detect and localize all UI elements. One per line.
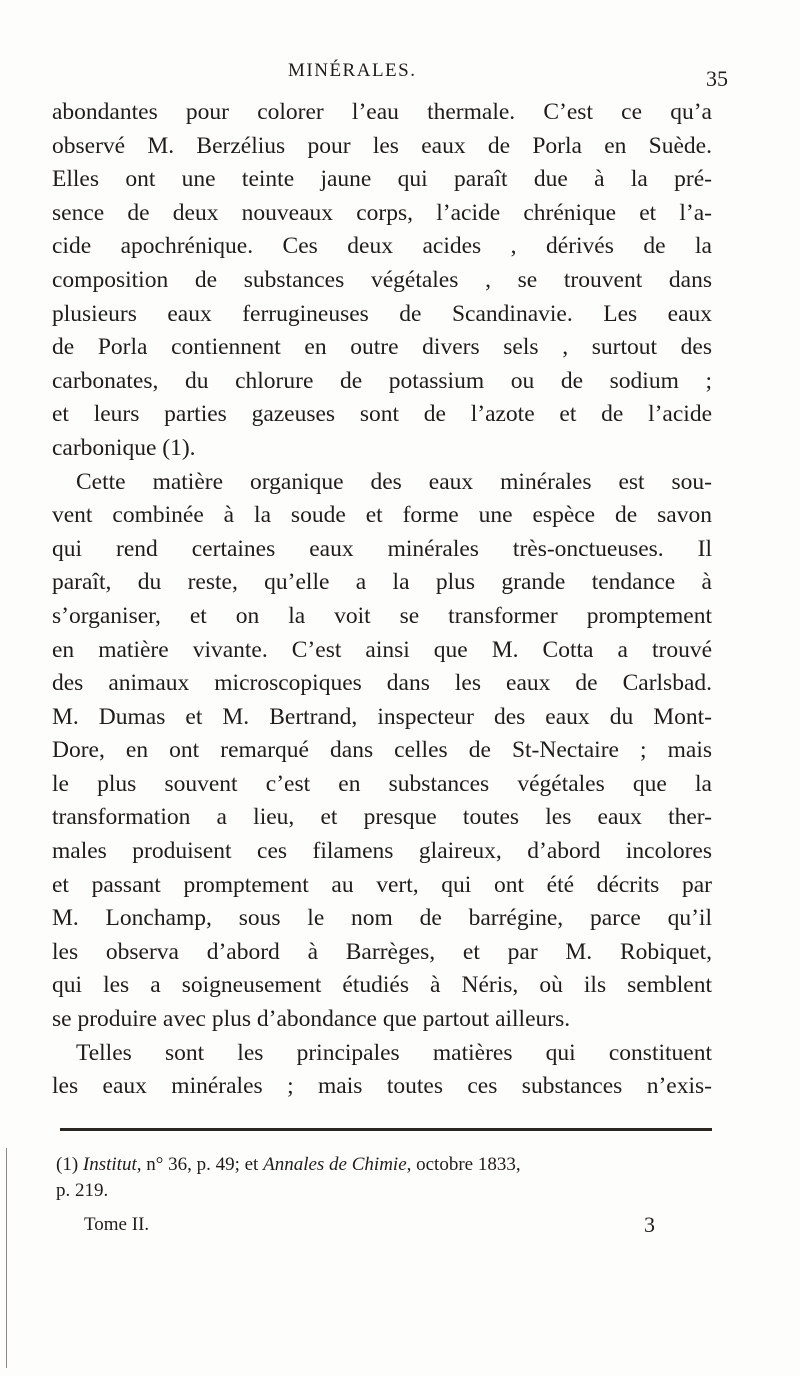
text-line: M. Dumas et M. Bertrand, inspecteur des eaux du Mont- [52, 703, 712, 730]
footnote [56, 1152, 714, 1204]
text-line: M. Lonchamp, sous le nom de barrégine, parce qu’il [52, 905, 712, 932]
text-line: les eaux minérales ; mais toutes ces substances n’exis- [52, 1073, 712, 1100]
body-text [52, 96, 712, 1104]
text-line: de Porla contiennent en outre divers sels , surtout des [52, 334, 712, 361]
text-line: qui les a soigneusement étudiés à Néris, où ils semblent [52, 972, 712, 999]
text-line: carbonique (1). [52, 434, 196, 461]
text-line: plusieurs eaux ferrugineuses de Scandinavie. Les eaux [52, 300, 712, 327]
footnote-source: Annales de Chimie [263, 1154, 407, 1175]
text-line: carbonates, du chlorure de potassium ou de sodium ; [52, 367, 712, 394]
text-line: des animaux microscopiques dans les eaux de Carlsbad. [52, 670, 712, 697]
signature-line [84, 1214, 714, 1244]
footnote-divider [60, 1128, 712, 1131]
text-line: s’organiser, et on la voit se transformer promptement [52, 602, 712, 629]
text-line: le plus souvent c’est en substances végétales que la [52, 770, 712, 797]
text-line: cide apochrénique. Ces deux acides , dérivés de la [52, 233, 712, 260]
text-line: observé M. Berzélius pour les eaux de Porla en Suède. [52, 132, 712, 159]
text-line: composition de substances végétales , se trouvent dans [52, 266, 712, 293]
text-line: Dore, en ont remarqué dans celles de St-Nectaire ; mais [52, 737, 712, 764]
signature-mark: 3 [644, 1212, 655, 1237]
text-line: les observa d’abord à Barrèges, et par M. Robiquet, [52, 938, 712, 965]
footnote-text: , octobre 1833, [406, 1154, 521, 1175]
footnote-line: p. 219. [56, 1180, 109, 1201]
text-line: Elles ont une teinte jaune qui paraît due à la pré- [52, 166, 712, 193]
footnote-line [56, 1152, 714, 1178]
footnote-marker: (1) [56, 1154, 79, 1175]
text-line: vent combinée à la soude et forme une espèce de savon [52, 502, 712, 529]
running-head [0, 60, 800, 90]
page-number: 35 [706, 66, 728, 91]
text-line: et passant promptement au vert, qui ont été décrits par [52, 871, 712, 898]
footnote-source: Institut [82, 1154, 137, 1175]
text-line: qui rend certaines eaux minérales très-onctueuses. Il [52, 535, 712, 562]
text-line: paraît, du reste, qu’elle a la plus grande tendance à [52, 569, 712, 596]
text-line: en matière vivante. C’est ainsi que M. Cotta a trouvé [52, 636, 712, 663]
text-line: abondantes pour colorer l’eau thermale. C’est ce qu’a [52, 99, 712, 125]
tome-label: Tome II. [84, 1214, 150, 1235]
text-line: se produire avec plus d’abondance que partout ailleurs. [52, 1006, 571, 1033]
text-line: transformation a lieu, et presque toutes les eaux ther- [52, 804, 712, 831]
text-line: Cette matière organique des eaux minérales est sou- [76, 468, 712, 495]
footnote-text: , n° 36, p. 49; et [136, 1154, 259, 1175]
text-line: Telles sont les principales matières qui constituent [76, 1039, 712, 1066]
text-line: sence de deux nouveaux corps, l’acide chrénique et l’a- [52, 199, 712, 226]
running-title: MINÉRALES. [288, 60, 417, 81]
text-line: males produisent ces filamens glaireux, d’abord incolores [52, 838, 712, 865]
text-line: et leurs parties gazeuses sont de l’azote et de l’acide [52, 401, 712, 428]
page-edge [6, 1148, 7, 1368]
